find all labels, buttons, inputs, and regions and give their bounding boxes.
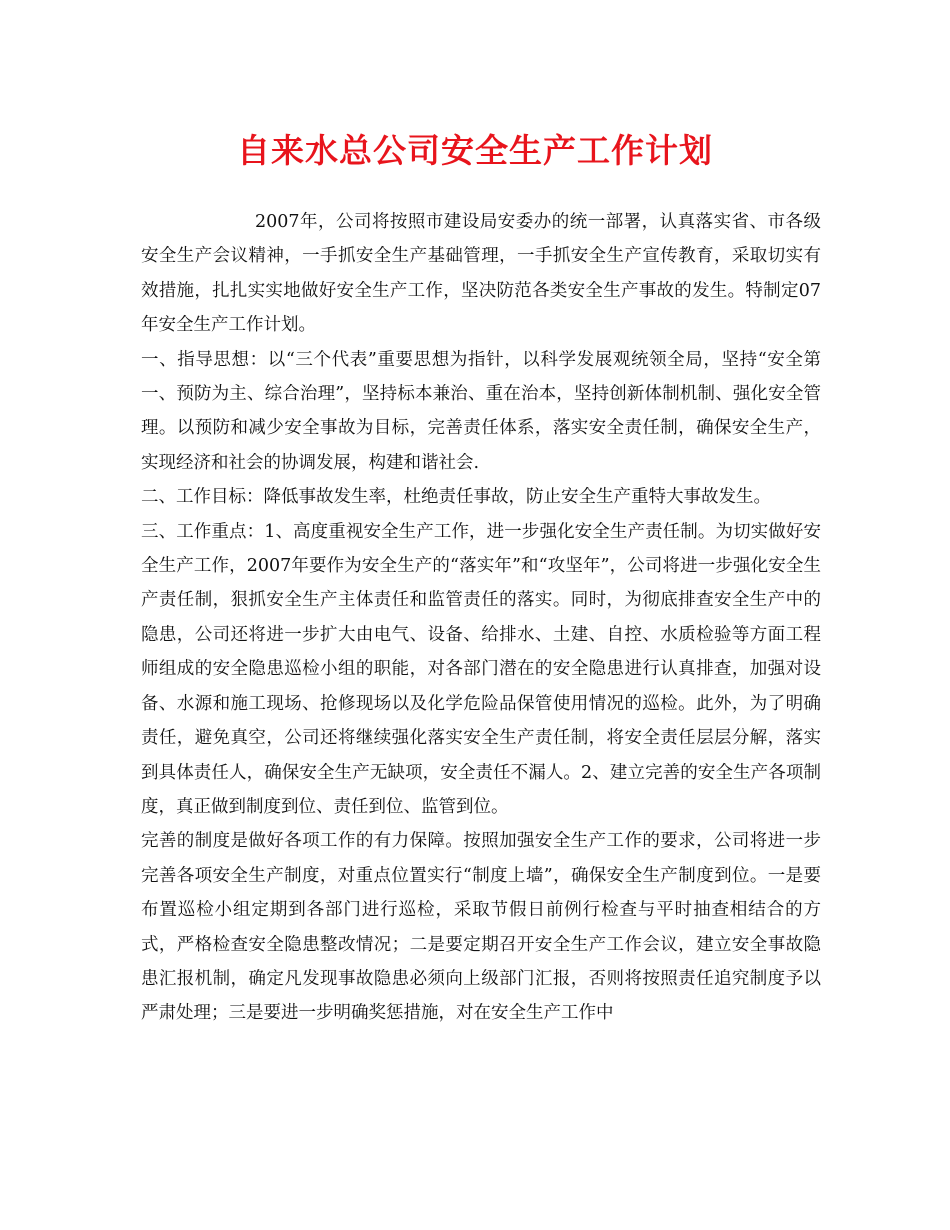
- paragraph-guiding-ideology: 一、指导思想：以“三个代表”重要思想为指针，以科学发展观统领全局，坚持“安全第一、预防为主、综合治理”，坚持标本兼治、重在治本，坚持创新体制机制、强化安全管理。以预防和减少安全事故为目标，完善责任体系，落实安全责任制，确保安全生产，实现经济和社会的协调发展，构建和谐社会.: [141, 349, 821, 473]
- paragraph-intro: 2007年，公司将按照市建设局安委办的统一部署，认真落实省、市各级安全生产会议精神，一手抓安全生产基础管理，一手抓安全生产宣传教育，采取切实有效措施，扎扎实实地做好安全生产工作，坚决防范各类安全生产事故的发生。特制定07年安全生产工作计划。: [141, 212, 821, 336]
- document-title: 自来水总公司安全生产工作计划: [237, 131, 713, 170]
- paragraph-work-goal: 二、工作目标：降低事故发生率，杜绝责任事故，防止安全生产重特大事故发生。: [141, 487, 771, 508]
- paragraph-systems: 完善的制度是做好各项工作的有力保障。按照加强安全生产工作的要求，公司将进一步完善各项安全生产制度，对重点位置实行“制度上墙”，确保安全生产制度到位。一是要布置巡检小组定期到各部门进行巡检，采取节假日前例行检查与平时抽查相结合的方式，严格检查安全隐患整改情况；二是要定期召开安全生产工作会议，建立安全事故隐患汇报机制，确定凡发现事故隐患必须向上级部门汇报，否则将按照责任追究制度予以严肃处理；三是要进一步明确奖惩措施，对在安全生产工作中: [141, 831, 821, 1024]
- paragraph-work-focus: 三、工作重点：1、高度重视安全生产工作，进一步强化安全生产责任制。为切实做好安全生产工作，2007年要作为安全生产的“落实年”和“攻坚年”，公司将进一步强化安全生产责任制，狠抓安全生产主体责任和监管责任的落实。同时，为彻底排查安全生产中的隐患，公司还将进一步扩大由电气、设备、给排水、土建、自控、水质检验等方面工程师组成的安全隐患巡检小组的职能，对各部门潜在的安全隐患进行认真排查，加强对设备、水源和施工现场、抢修现场以及化学危险品保管使用情况的巡检。此外，为了明确责任，避免真空，公司还将继续强化落实安全生产责任制，将安全责任层层分解，落实到具体责任人，确保安全生产无缺项，安全责任不漏人。2、建立完善的安全生产各项制度，真正做到制度到位、责任到位、监管到位。: [141, 521, 821, 817]
- document-body: [141, 205, 821, 1031]
